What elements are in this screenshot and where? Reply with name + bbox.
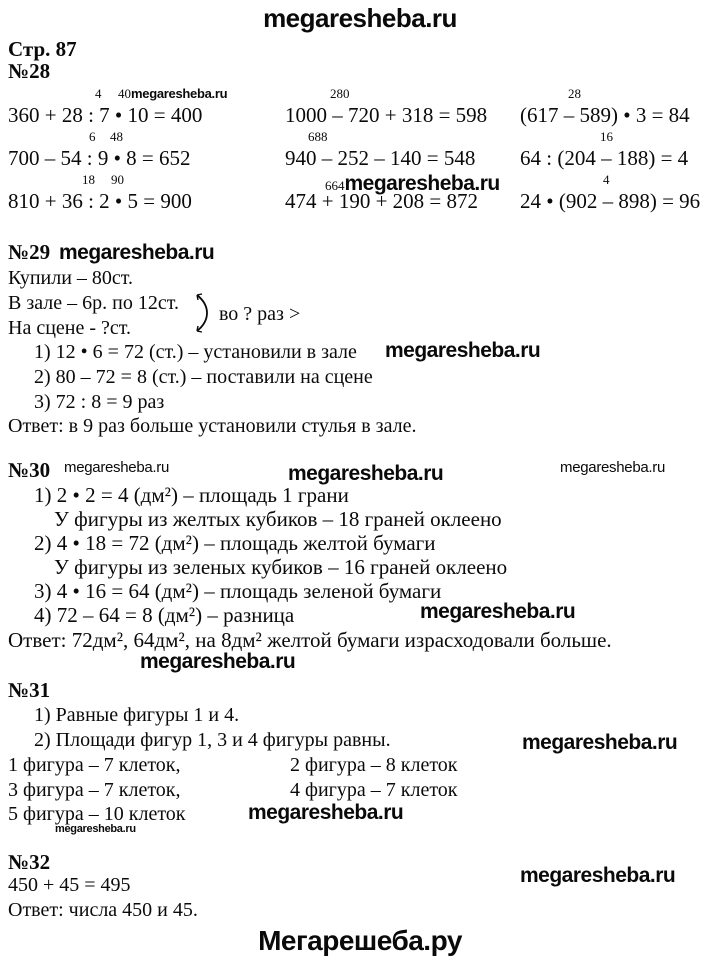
figure-row: 2 фигура – 8 клеток [290, 754, 458, 776]
brace-icon [191, 291, 213, 340]
answer-line: Ответ: числа 450 и 45. [8, 899, 198, 921]
task28-number: №28 [8, 59, 51, 83]
carry-hint-line [8, 86, 278, 103]
solution-note: У фигуры из зеленых кубиков – 16 граней оклеено [54, 555, 508, 579]
carry-hint-value: 40 [118, 86, 131, 101]
carry-hint: 4 [603, 172, 610, 187]
carry-hint: 18 [82, 172, 95, 187]
inline-watermark: megaresheba.ru [131, 86, 228, 101]
equation: 810 + 36 : 2 • 5 = 900 [8, 189, 192, 213]
carry-hint-line [520, 86, 720, 103]
watermark: megaresheba.ru [288, 462, 444, 485]
carry-hint [325, 172, 500, 196]
task32-number: №32 [8, 850, 51, 874]
solution-step: 3) 4 • 16 = 64 (дм²) – площадь зеленой бумаги [34, 579, 442, 603]
task28-column-3 [520, 86, 720, 215]
equation: 700 – 54 : 9 • 8 = 652 [8, 146, 191, 170]
equation: 940 – 252 – 140 = 548 [285, 146, 476, 170]
carry-hint-line [520, 129, 720, 146]
figure-row: 5 фигура – 10 клеток [8, 803, 186, 825]
solution-step: 1) 2 • 2 = 4 (дм²) – площадь 1 грани [34, 483, 349, 507]
solution-step: 1) Равные фигуры 1 и 4. [34, 704, 240, 726]
equation: 360 + 28 : 7 • 10 = 400 [8, 103, 203, 127]
carry-hint-line [8, 129, 278, 146]
watermark: megaresheba.ru [560, 459, 666, 476]
task28-column-1 [8, 86, 278, 215]
equation: 450 + 45 = 495 [8, 874, 131, 896]
watermark: megaresheba.ru [420, 600, 576, 623]
carry-hint: 280 [330, 86, 350, 101]
equation: 1000 – 720 + 318 = 598 [285, 103, 488, 127]
task29-number: №29 [8, 240, 51, 264]
equation: 474 + 190 + 208 = 872 [285, 189, 479, 213]
given-line: Купили – 80ст. [8, 267, 134, 289]
figure-row: 1 фигура – 7 клеток, [8, 754, 181, 776]
site-watermark-bottom: Мегарешеба.ру [258, 925, 462, 956]
carry-hint: 6 [89, 129, 96, 144]
equation: 24 • (902 – 898) = 96 [520, 189, 701, 213]
carry-hint: 48 [110, 129, 123, 144]
watermark: megaresheba.ru [140, 650, 296, 673]
carry-hint: 90 [111, 172, 124, 187]
task30-number: №30 [8, 458, 51, 482]
comparison-note: во ? раз > [219, 303, 301, 325]
watermark: megaresheba.ru [64, 459, 170, 476]
carry-hint [118, 86, 227, 102]
inline-watermark: megaresheba.ru [344, 172, 500, 195]
solution-note: У фигуры из желтых кубиков – 18 граней оклеено [54, 507, 502, 531]
carry-hint-value: 664 [325, 178, 345, 193]
task31-number: №31 [8, 678, 51, 702]
solution-step: 2) 80 – 72 = 8 (ст.) – поставили на сцене [34, 366, 373, 388]
solution-step: 2) 4 • 18 = 72 (дм²) – площадь желтой бумаги [34, 531, 436, 555]
watermark: megaresheba.ru [248, 801, 404, 824]
given-line: В зале – 6р. по 12ст. [8, 292, 179, 314]
equation: (617 – 589) • 3 = 84 [520, 103, 690, 127]
carry-hint: 28 [568, 86, 581, 101]
carry-hint: 688 [308, 129, 328, 144]
figure-row: 3 фигура – 7 клеток, [8, 779, 181, 801]
watermark: megaresheba.ru [522, 731, 678, 754]
figure-row: 4 фигура – 7 клеток [290, 779, 458, 801]
page-label: Стр. 87 [8, 37, 77, 61]
given-line: На сцене - ?ст. [8, 317, 132, 339]
carry-hint-line [285, 86, 555, 103]
task28-column-2 [285, 86, 555, 215]
carry-hint-line [285, 172, 555, 195]
solution-step: 1) 12 • 6 = 72 (ст.) – установили в зале [34, 341, 357, 363]
site-watermark-top: megaresheba.ru [263, 3, 457, 33]
carry-hint: 16 [600, 129, 613, 144]
equation: 64 : (204 – 188) = 4 [520, 146, 689, 170]
solution-step: 4) 72 – 64 = 8 (дм²) – разница [34, 603, 295, 627]
watermark: megaresheba.ru [385, 339, 541, 362]
watermark: megaresheba.ru [520, 864, 676, 887]
carry-hint-line [8, 172, 278, 189]
watermark: megaresheba.ru [59, 241, 215, 264]
solution-step: 3) 72 : 8 = 9 раз [34, 391, 165, 413]
solution-step: 2) Площади фигур 1, 3 и 4 фигуры равны. [34, 729, 391, 751]
answer-line: Ответ: в 9 раз больше установили стулья в зале. [8, 415, 417, 437]
answer-line: Ответ: 72дм², 64дм², на 8дм² желтой бумаги израсходовали больше. [8, 628, 612, 652]
carry-hint-line [285, 129, 555, 146]
carry-hint: 4 [95, 86, 102, 101]
watermark: megaresheba.ru [55, 823, 136, 835]
carry-hint-line [520, 172, 720, 189]
